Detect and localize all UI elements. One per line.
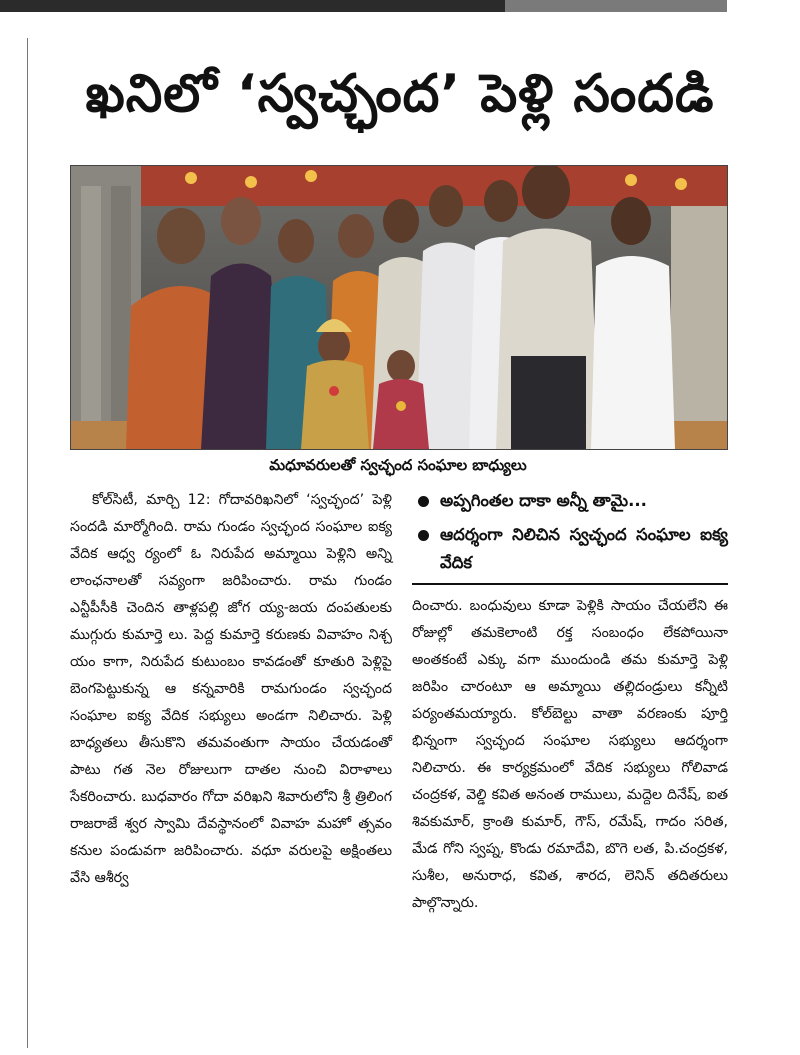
- highlight-item: [412, 487, 728, 515]
- highlights-divider: [412, 583, 728, 585]
- highlight-text: అప్పగింతల దాకా అన్నీ తామై...: [440, 491, 647, 510]
- photo-caption: మధూవరులతో స్వచ్ఛంద సంఘాల బాధ్యులు: [269, 456, 527, 474]
- headline: ఖనిలో ‘స్వచ్ఛంద’ పెళ్లి సందడి: [85, 64, 715, 124]
- top-bar: [0, 0, 800, 12]
- top-bar-accent: [505, 0, 727, 12]
- bullet-icon: [418, 530, 429, 541]
- highlights-list: [412, 487, 728, 577]
- highlight-item: [412, 521, 728, 577]
- top-bar-end: [727, 0, 800, 12]
- bullet-icon: [418, 496, 429, 507]
- article-paragraph-left: కోల్‌సిటీ, మార్చి 12: గోదావరిఖనిలో ‘స్వచ్ఛంద’ పెళ్లి సందడి మార్మోగింది. రామ గుండం స్వచ్ఛంద సంఘాల ఐక్య వేదిక ఆధ్వ ర్యంలో ఓ నిరుపేద అమ్మాయి పెళ్లిని అన్ని లాంఛనాలతో సవ్యంగా జరిపించారు. రామ గుండం ఎన్టీపీసీకి చెందిన తాళ్లపల్లి జోగ య్య-జయ దంపతులకు ముగ్గురు కుమార్తె లు. పెద్ద కుమార్తె కరుణకు వివాహం నిశ్చ యం కాగా, నిరుపేద కుటుంబం కావడంతో కూతురి పెళ్లిపై బెంగపెట్టుకున్న ఆ కన్నవారికి రామగుండం స్వచ్ఛంద సంఘాల ఐక్య వేదిక సభ్యులు అండగా నిలిచారు. పెళ్లి బాధ్యతలు తీసుకొని తమవంతుగా సాయం చేయడంతో పాటు గత నెల రోజులుగా దాతల నుంచి విరాళాలు సేకరించారు. బుధవారం గోదా వరిఖని శివారులోని శ్రీ త్రిలింగ రాజరాజే శ్వర స్వామి దేవస్థానంలో వివాహ మహో త్సవం కనుల పండువగా జరిపించారు. వధూ వరులపై అక్షింతలు వేసి ఆశీర్వ: [70, 492, 392, 886]
- article-left-column: [70, 487, 392, 892]
- article-right-column: [412, 487, 728, 917]
- highlight-text: ఆదర్శంగా నిలిచిన స్వచ్ఛంద సంఘాల ఐక్య వేదిక: [440, 525, 728, 572]
- group-photo: [70, 165, 728, 450]
- left-column-rule: [27, 38, 28, 1048]
- group-photo-icon: [71, 166, 727, 449]
- article-paragraph-right: దించారు. బంధువులు కూడా పెళ్లికి సాయం చేయలేని ఈ రోజుల్లో తమకెలాంటి రక్త సంబంధం లేకపోయినా అంతకంటే ఎక్కు వగా ముందుండి తమ కుమార్తె పెళ్లి జరిపిం చారంటూ ఆ అమ్మాయి తల్లిదండ్రులు కన్నీటి పర్యంతమయ్యారు. కోల్‌బెల్టు వాతా వరణంకు పూర్తి భిన్నంగా స్వచ్ఛంద సంఘాల సభ్యులు ఆదర్శంగా నిలిచారు. ఈ కార్యక్రమంలో వేదిక సభ్యులు గోలివాడ చంద్రకళ, వెల్డి కవిత అనంత రాములు, మద్దెల దినేష్, ఐత శివకుమార్, క్రాంతి కుమార్, గౌస్, రమేష్, గాదం సరిత, మేడ గోని స్వప్న, కొండు రమాదేవి, బొగె లత, పి.చంద్రకళ, సుశీల, అనురాధ, కవిత, శారద, లెనిన్ తదితరులు పాల్గొన్నారు.: [412, 598, 728, 911]
